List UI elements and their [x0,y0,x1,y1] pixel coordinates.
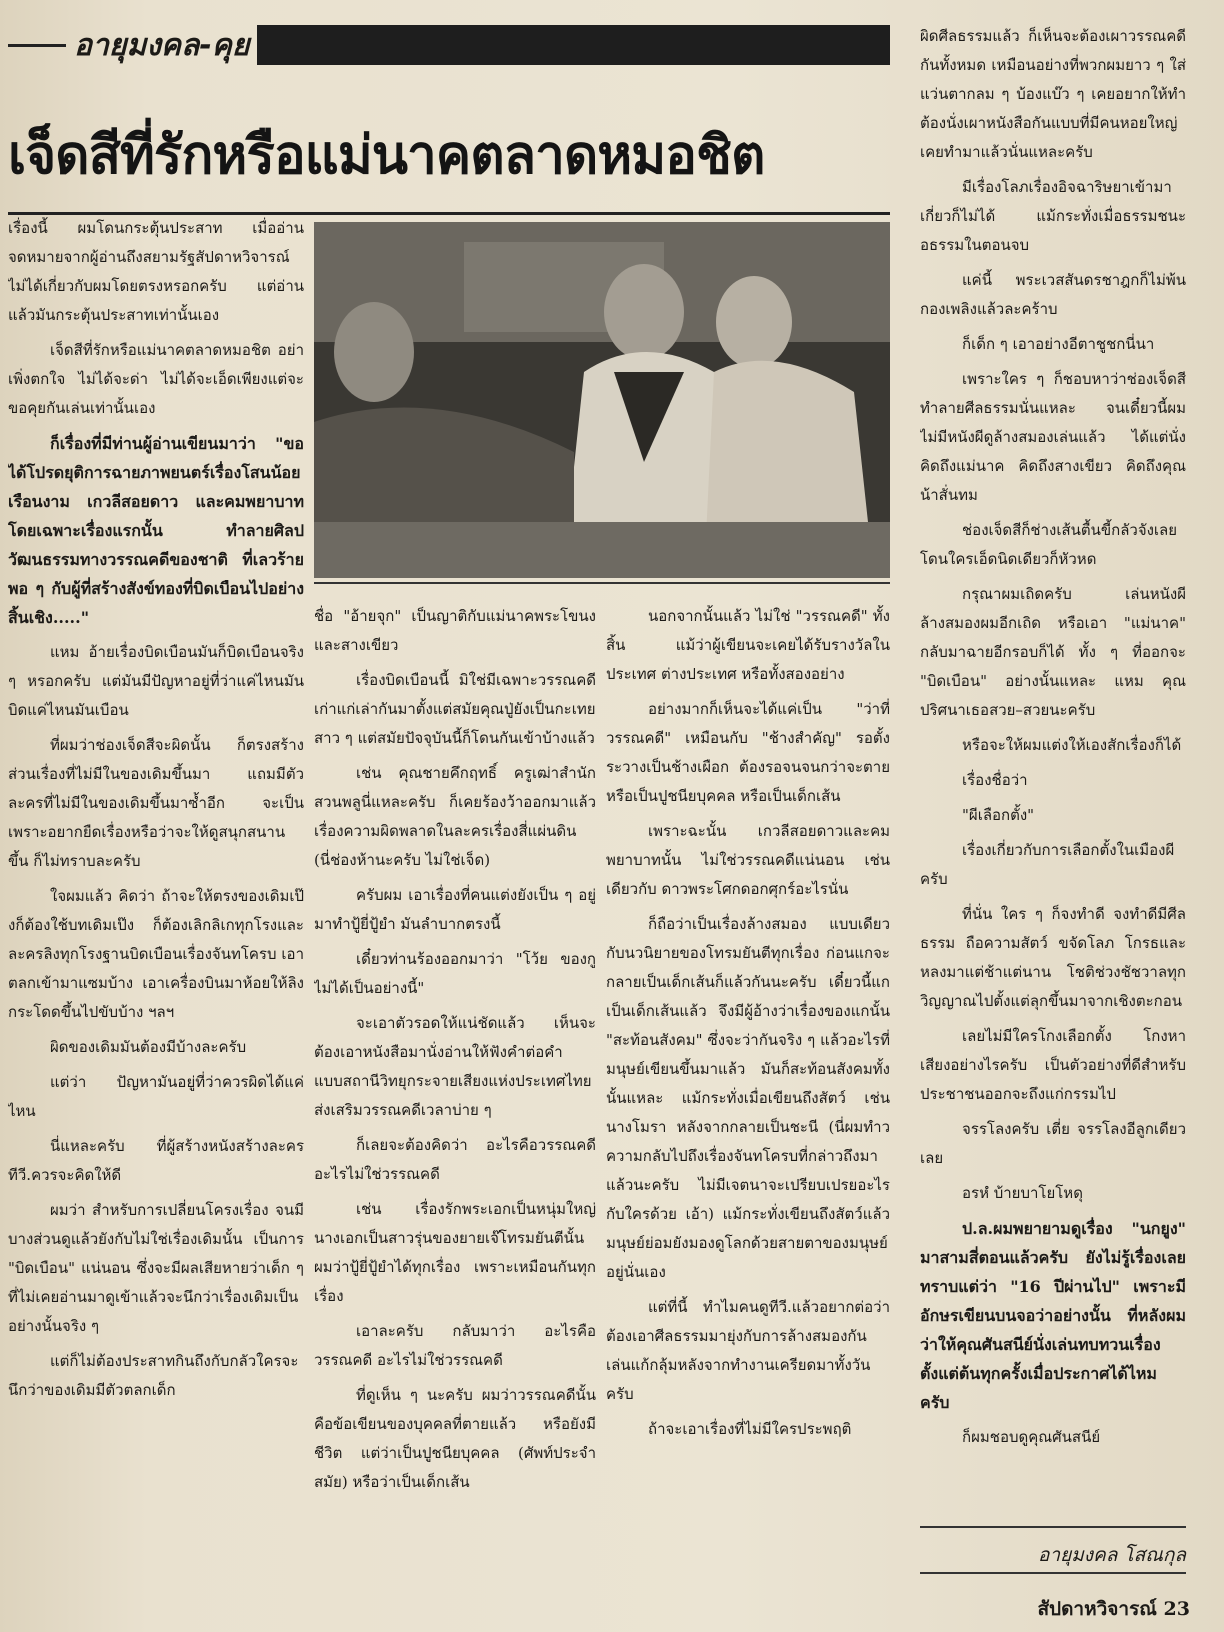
paragraph: ที่ผมว่าช่องเจ็ดสีจะผิดนั้น ก็ตรงสร้างส่วนเรื่องที่ไม่มีในของเดิมขึ้นมา แถมมีตัวละครที่ไม่มีในของเดิมขึ้นมาซ้ำอีก จะเป็นเพราะอยากยืดเรื่องหรือว่าจะให้ดูสนุกสนานขึ้น ก็ไม่ทราบละครับ [8,736,304,870]
article-column-2 [314,602,596,1612]
paragraph: ก็ผมชอบดูคุณศันสนีย์ [962,1428,1101,1446]
paragraph: ก็ถือว่าเป็นเรื่องล้างสมอง แบบเดียวกับนวนิยายของโทรมยันตีทุกเรื่อง ก่อนแกจะกลายเป็นเด็กเส้นก็แล้วกันนะครับ เดี๋ยวนี้แกเป็นเด็กเส้นแล้ว จึงมีผู้อ้างว่าเรื่องของแกนั้น "สะท้อนสังคม" ซึ่งจะว่ากันจริง ๆ แล้วอะไรที่มนุษย์เขียนขึ้นมาแล้ว มันก็สะท้อนสังคมทั้งนั้นแหละ แม้กระทั่งเมื่อเขียนถึงสัตว์ เช่น นางโมรา หลังจากกลายเป็นชะนี (นี่ผมทำวความกลับไปถึงเรื่องจันทโครบที่กล่าวถึงมาแล้วนะครับ ไม่มีเจตนาจะเปรียบเปรยอะไรกับใครด้วย เอ้า) แม้กระทั่งเขียนถึงสัตว์แล้วมนุษย์ย่อมยังมองดูโลกด้วยสายตาของมนุษย์อยู่นั่นเอง [606,915,890,1281]
article-column-1 [8,214,304,1609]
paragraph: ใจผมแล้ว คิดว่า ถ้าจะให้ตรงของเดิมเป๊งก็ต้องใช้บทเดิมเป๊ง ก็ต้องเลิกลิเกทุกโรงและละครลิงทุกโรงฐานบิดเบือนเรื่องจันทโครบ เอาตลกเข้ามาแซมบ้าง เอาเครื่องบินมาห้อยให้ลิงกระโดดขึ้นไปขับบ้าง ฯลฯ [8,887,304,1021]
paragraph: ช่องเจ็ดสีก็ช่างเส้นตื้นขี้กลัวจังเลย โดนใครเอ็ดนิดเดียวก็หัวหด [920,521,1178,568]
section-label: อายุมงคล-คุย [74,27,250,63]
paragraph: ก็เด็ก ๆ เอาอย่างอีตาชูชกนี่นา [962,335,1155,353]
paragraph: มีเรื่องโลภเรื่องอิจฉาริษยาเข้ามาเกี่ยวก็ไม่ได้ แม้กระทั่งเมื่อธรรมชนะอธรรมในตอนจบ [920,178,1186,254]
paragraph: อรหํ บ้ายบาโยโหดุ [962,1184,1083,1202]
paragraph: เพราะฉะนั้น เกวลีสอยดาวและคมพยาบาทนั้น ไม่ใช่วรรณคดีแน่นอน เช่นเดียวกับ ดาวพระโศกดอกศุกร์อะไรนั่น [606,822,890,898]
paragraph: จะเอาตัวรอดให้แน่ชัดแล้ว เห็นจะต้องเอาหนังสือมานั่งอ่านให้ฟังคำต่อคำ แบบสถานีวิทยุกระจายเสียงแห่งประเทศไทยส่งเสริมวรรณคดีเวลาบ่าย ๆ [314,1014,596,1119]
paragraph: จรรโลงครับ เตี่ย จรรโลงอีลูกเดียวเลย [920,1120,1186,1167]
section-header [8,22,890,68]
section-rule [8,44,66,47]
paragraph: ผิดของเดิมมันต้องมีบ้างละครับ [50,1038,247,1056]
article-column-4 [920,22,1186,1524]
paragraph: เรื่องนี้ ผมโดนกระตุ้นประสาท เมื่ออ่านจดหมายจากผู้อ่านถึงสยามรัฐสัปดาหวิจารณ์ ไม่ได้เกี่ยวกับผมโดยตรงหรอกครับ แต่อ่านแล้วมันกระตุ้นประสาทเท่านั้นเอง [8,219,304,324]
article-headline: เจ็ดสีที่รักหรือแม่นาคตลาดหมอชิต [8,125,765,186]
paragraph: เช่น เรื่องรักพระเอกเป็นหนุ่มใหญ่ นางเอกเป็นสาวรุ่นของยายเจ๊โทรมยันตีนั้น ผมว่าปู้ยี่ปู้ยำได้ทุกเรื่อง เพราะเหมือนกันทุกเรื่อง [314,1200,596,1305]
paragraph: ผมว่า สำหรับการเปลี่ยนโครงเรื่อง จนมีบางส่วนดูแล้วยังกับไม่ใช่เรื่องเดิมนั้น เป็นการ "บิดเบือน" แน่นอน ซึ่งจะมีผลเสียหายว่าเด็ก ๆ ที่ไม่เคยอ่านมาดูเข้าแล้วจะนึกว่าเรื่องเดิมเป็นอย่างนั้นจริง ๆ [8,1201,304,1335]
author-byline: อายุมงคล โสณกุล [1038,1544,1186,1566]
paragraph: ที่นั่น ใคร ๆ ก็จงทำดี จงทำดีมีศีลธรรม ถือความสัตว์ ขจัดโลภ โกรธและหลงมาแต่ช้าแต่นาน โชติช่วงชัชวาลทุกวิญญาณไปตั้งแต่ลุกขึ้นมาจากเชิงตะกอน [920,905,1186,1010]
paragraph: เรื่องชื่อว่า [962,771,1028,789]
paragraph: อย่างมากก็เห็นจะได้แค่เป็น "ว่าที่วรรณคดี" เหมือนกับ "ช้างสำคัญ" รอตั้งระวางเป็นช้างเผือก ต้องรอจนจนกว่าจะตาย หรือเป็นปูชนียบุคคล หรือเป็นเด็กเส้น [606,700,890,805]
paragraph: แต่ว่า ปัญหามันอยู่ที่ว่าควรผิดได้แค่ไหน [8,1073,304,1120]
paragraph: กรุณาผมเถิดครับ เล่นหนังผีล้างสมองผมอีกเถิด หรือเอา "แม่นาค" กลับมาฉายอีกรอบก็ได้ ทั้ง ๆ ที่ออกจะ "บิดเบือน" อย่างนั้นแหละ แหม คุณปริศนาเธอสวย–สวยนะครับ [920,585,1186,719]
article-column-3 [606,602,890,1612]
paragraph: เอาละครับ กลับมาว่า อะไรคือวรรณคดี อะไรไม่ใช่วรรณคดี [314,1322,596,1369]
paragraph: ป.ล.ผมพยายามดูเรื่อง "นกยูง" มาสามสี่ตอนแล้วครับ ยังไม่รู้เรื่องเลย ทราบแต่ว่า "16 ปีผ่านไป" เพราะมีอักษรเขียนบนจอว่าอย่างนั้น ที่หลังผมว่าให้คุณศันสนีย์นั่งเล่นทบทวนเรื่องตั้งแต่ต้นทุกครั้งเมื่อประกาศได้ไหมครับ [920,1219,1186,1412]
photo-illustration [314,222,890,578]
paragraph: นี่แหละครับ ที่ผู้สร้างหนังสร้างละครทีวี.ควรจะคิดให้ดี [8,1137,304,1184]
section-black-bar [257,25,890,65]
paragraph: เดี๋ยวท่านร้องออกมาว่า "โว้ย ของกูไม่ได้เป็นอย่างนี้" [314,950,596,997]
byline-rule-top [920,1526,1186,1528]
paragraph: ก็เลยจะต้องคิดว่า อะไรคือวรรณคดี อะไรไม่ใช่วรรณคดี [314,1136,596,1183]
page-footer: สัปดาหวิจารณ์ 23 [1037,1598,1190,1620]
paragraph: แหม อ้ายเรื่องบิดเบือนมันก็บิดเบือนจริง ๆ หรอกครับ แต่มันมีปัญหาอยู่ที่ว่าแค่ไหนมันบิดแค่ไหนมันเบือน [8,643,304,719]
paragraph: เพราะใคร ๆ ก็ชอบหาว่าช่องเจ็ดสีทำลายศีลธรรมนั่นแหละ จนเดี๋ยวนี้ผมไม่มีหนังผีดูล้างสมองเล่นแล้ว ได้แต่นั่งคิดถึงแม่นาค คิดถึงสางเขียว คิดถึงคุณน้าสั่นทม [920,370,1186,504]
paragraph: แต่ที่นี้ ทำไมคนดูทีวี.แล้วอยากต่อว่า ต้องเอาศีลธรรมมายุ่งกับการล้างสมองกันเล่นแก้กลุ้มหลังจากทำงานเครียดมาทั้งวันครับ [606,1298,890,1403]
paragraph: เรื่องเกี่ยวกับการเลือกตั้งในเมืองผีครับ [920,841,1175,888]
paragraph: เลยไม่มีใครโกงเลือกตั้ง โกงหาเสียงอย่างไรครับ เป็นตัวอย่างที่ดีสำหรับประชาชนออกจะถึงแก่กรรมไป [920,1027,1186,1103]
paragraph: ที่ดูเห็น ๆ นะครับ ผมว่าวรรณคดีนั้น คือข้อเขียนของบุคคลที่ตายแล้ว หรือยังมีชีวิต แต่ว่าเป็นปูชนียบุคคล (ศัพท์ประจำสมัย) หรือว่าเป็นเด็กเส้น [314,1386,596,1491]
paragraph: ครับผม เอาเรื่องที่คนแต่งยังเป็น ๆ อยู่ มาทำปู้ยี่ปู้ยำ มันลำบากตรงนี้ [314,886,596,933]
film-still-photo [314,222,890,578]
photo-bottom-rule [314,582,890,584]
paragraph: แต่ก็ไม่ต้องประสาทกินถึงกับกลัวใครจะนึกว่าของเดิมมีตัวตลกเด็ก [8,1352,299,1399]
paragraph: เจ็ดสีที่รักหรือแม่นาคตลาดหมอชิต อย่าเพิ่งตกใจ ไม่ได้จะด่า ไม่ได้จะเอ็ดเพียงแต่จะขอคุยกันเล่นเท่านั้นเอง [8,341,304,417]
paragraph: หรือจะให้ผมแต่งให้เองสักเรื่องก็ได้ [962,736,1182,754]
paragraph: ถ้าจะเอาเรื่องที่ไม่มีใครประพฤติ [648,1420,852,1438]
paragraph: ผิดศีลธรรมแล้ว ก็เห็นจะต้องเผาวรรณคดีกันทั้งหมด เหมือนอย่างที่พวกผมยาว ๆ ใส่แว่นตากลม ๆ บ้องแบ๊ว ๆ เคยอยากให้ทำ ต้องนั่งเผาหนังสือกันแบบที่มีคนหอยใหญ่เคยทำมาแล้วนั่นแหละครับ [920,27,1186,161]
paragraph: ก็เรื่องที่มีท่านผู้อ่านเขียนมาว่า "ขอได้โปรดยุติการฉายภาพยนตร์เรื่องโสนน้อยเรือนงาม เกวลีสอยดาว และคมพยาบาท โดยเฉพาะเรื่องแรกนั้น ทำลายศิลปวัฒนธรรมทางวรรณคดีของชาติ ที่เลวร้ายพอ ๆ กับผู้ที่สร้างสังข์ทองที่บิดเบือนไปอย่างสิ้นเชิง....." [8,434,304,627]
paragraph: "ผีเลือกตั้ง" [962,806,1035,824]
paragraph: แค่นี้ พระเวสสันดรชาฎกก็ไม่พ้นกองเพลิงแล้วละคร้าบ [920,271,1186,318]
byline-rule-bottom [920,1572,1186,1574]
paragraph: นอกจากนั้นแล้ว ไม่ใช่ "วรรณคดี" ทั้งสิ้น แม้ว่าผู้เขียนจะเคยได้รับรางวัลในประเทศ ต่างประเทศ หรือทั้งสองอย่าง [606,607,890,683]
paragraph: เช่น คุณชายคึกฤทธิ์ ครูเฒ่าสำนักสวนพลูนี่แหละครับ ก็เคยร้องว้าออกมาแล้ว เรื่องความผิดพลาดในละครเรื่องสี่แผ่นดิน (นี่ช่องห้านะครับ ไม่ใช่เจ็ด) [314,764,596,869]
paragraph: ชื่อ "อ้ายจุก" เป็นญาติกับแม่นาคพระโขนงและสางเขียว [314,607,596,654]
paragraph: เรื่องบิดเบือนนี้ มิใช่มีเฉพาะวรรณคดีเก่าแก่เล่ากันมาตั้งแต่สมัยคุณปู่ยังเป็นกะเทยสาว ๆ แต่สมัยปัจจุบันนี้ก็โดนกันเข้าบ้างแล้ว [314,671,596,747]
